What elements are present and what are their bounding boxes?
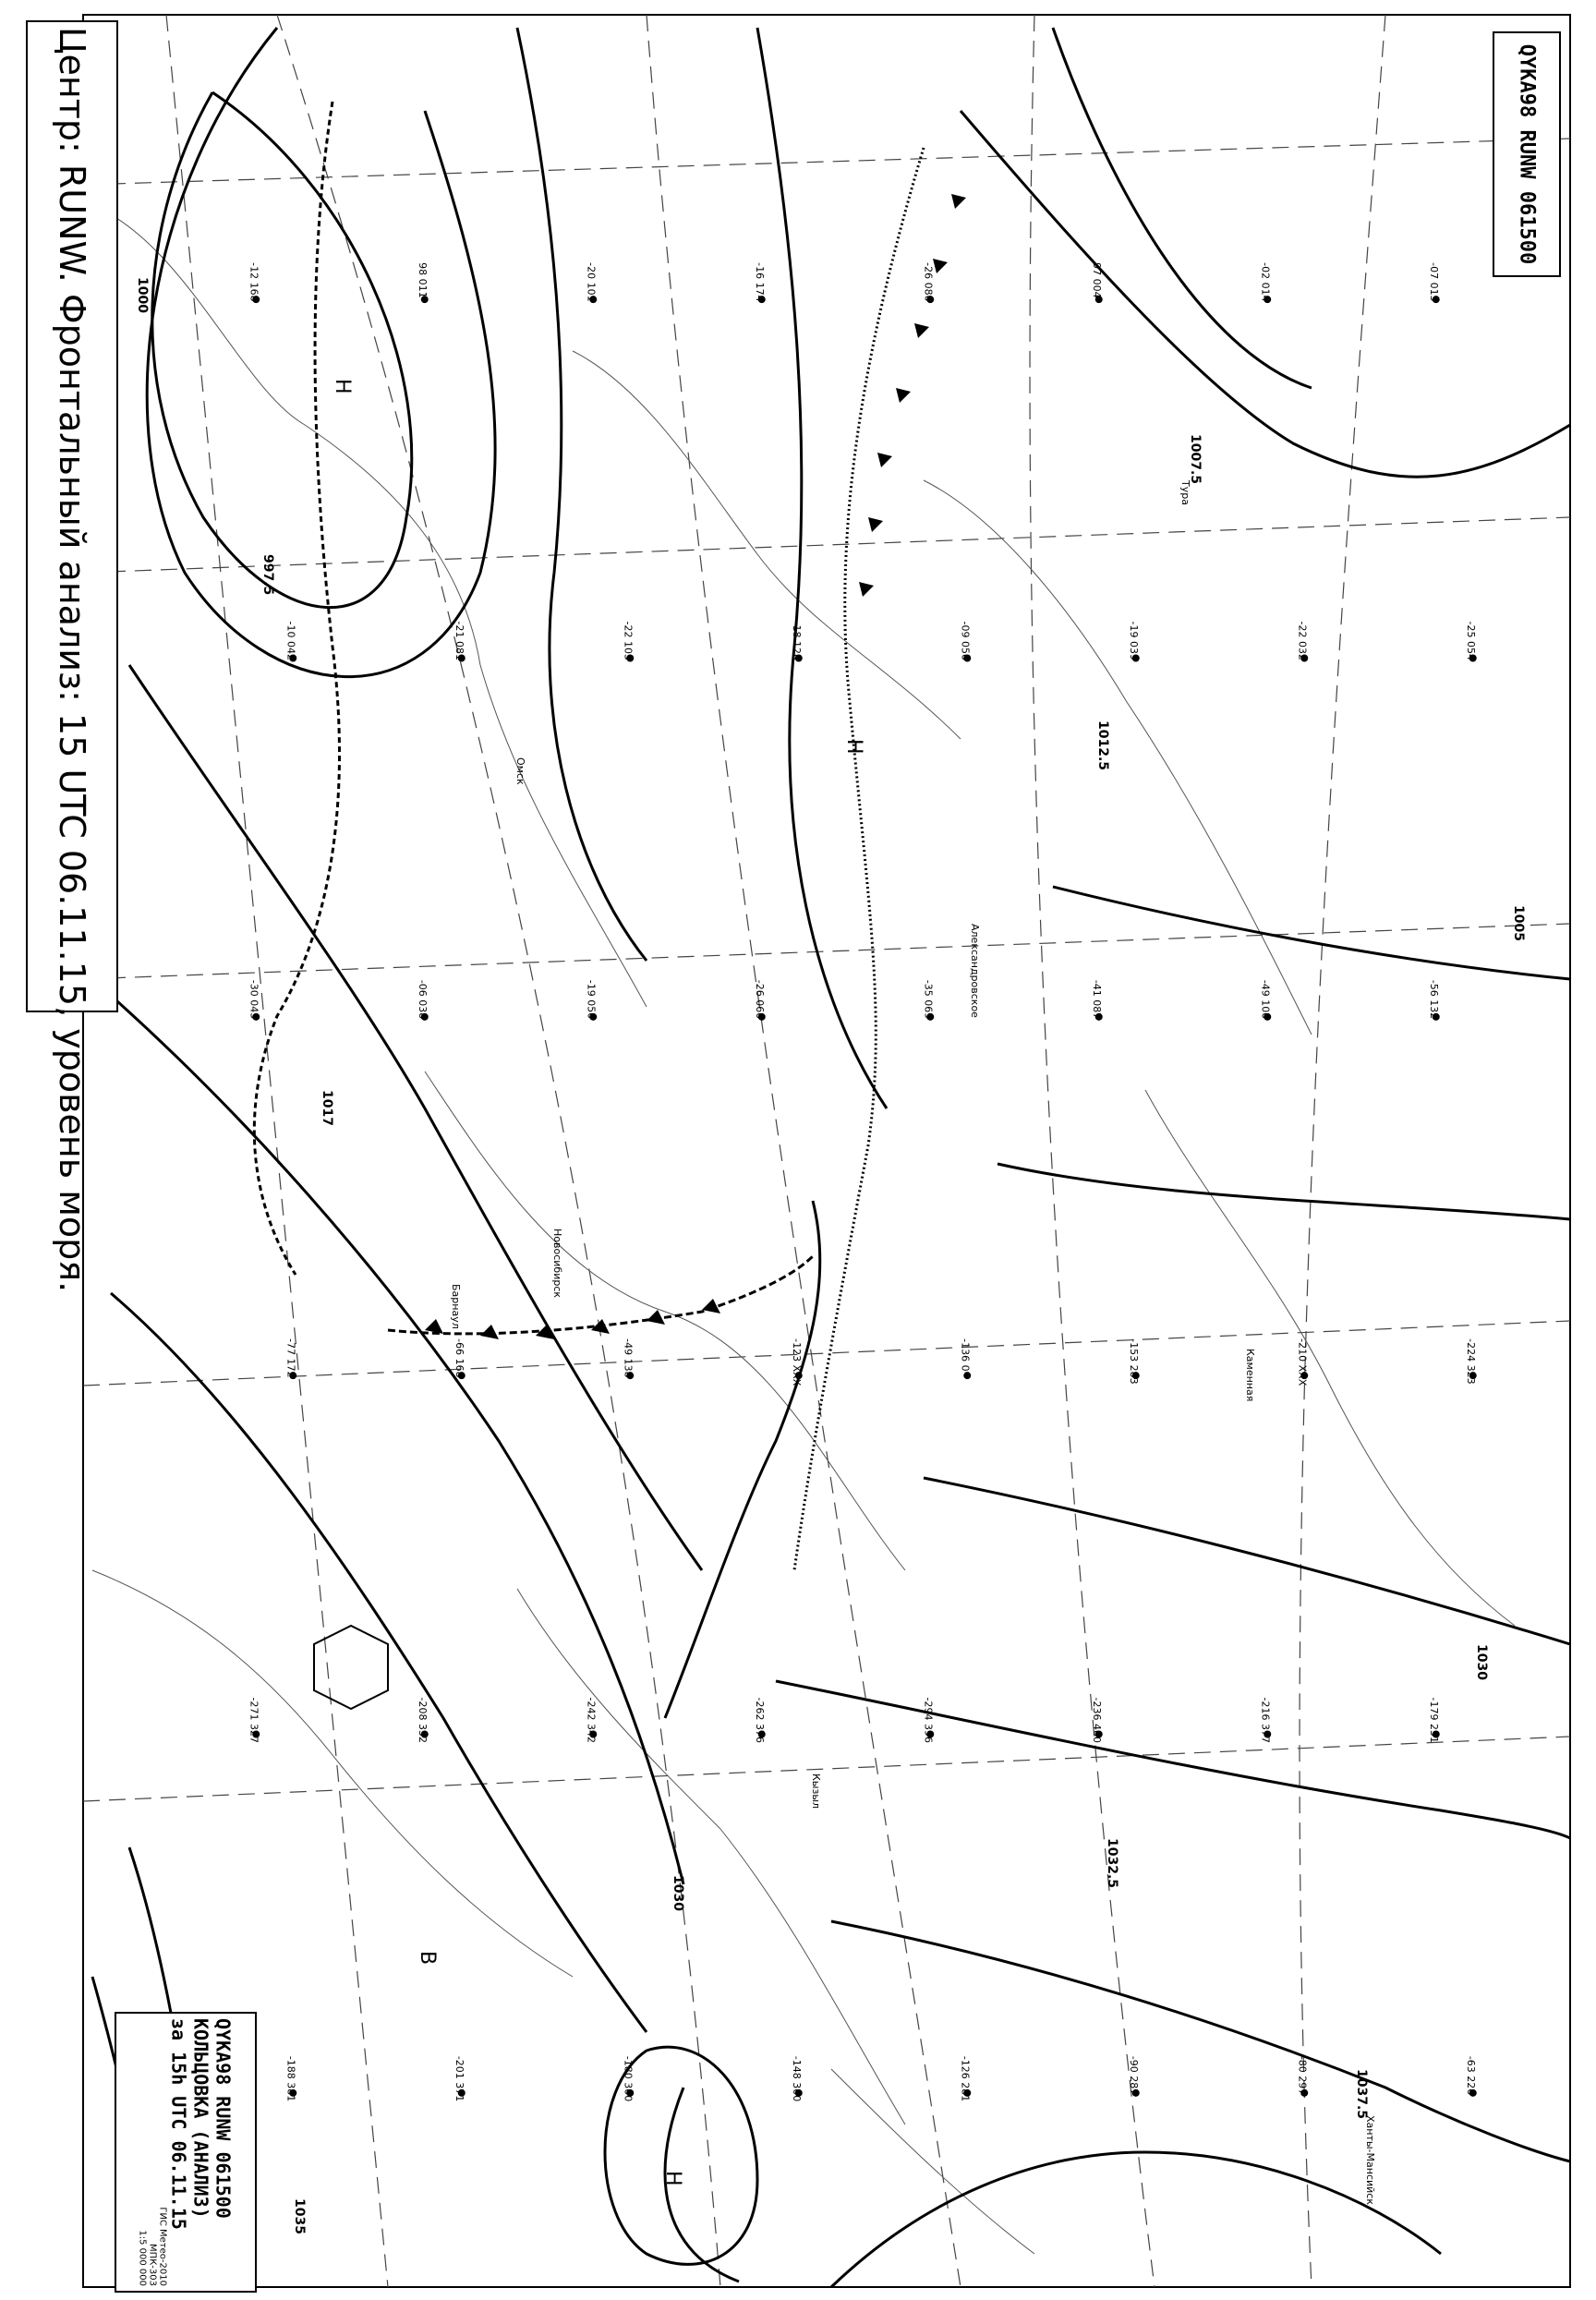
station-names [450, 479, 1376, 2205]
station-plot [453, 2056, 466, 2101]
station-plot [622, 622, 634, 662]
low-center: Н [331, 379, 354, 394]
station-value: -22 032 [1296, 621, 1309, 660]
station-value: -22 103 [622, 621, 635, 660]
station-plot [754, 980, 766, 1021]
station-value: -63 226 [1464, 2055, 1477, 2096]
legend-footer-scale: 1:5 000 000 [137, 2230, 148, 2286]
station-plot [284, 2056, 296, 2101]
station-dot [963, 1372, 971, 1379]
station-value: -271 327 [248, 1697, 260, 1743]
station-plot [791, 2056, 803, 2101]
station-plot [791, 1338, 803, 1386]
low-center: Н [661, 2171, 684, 2186]
station-value: -236 400 [1090, 1697, 1103, 1743]
pressure-centers [331, 379, 865, 2186]
station-plot [1091, 980, 1103, 1021]
station-value: -26 060 [753, 979, 766, 1020]
station-plot [1428, 1698, 1440, 1743]
legend-box [115, 2012, 257, 2293]
station-value: -21 081 [453, 621, 466, 660]
station-value: -25 054 [1464, 621, 1477, 660]
station-value: -12 168 [248, 262, 260, 302]
station-plot [1091, 1698, 1103, 1743]
isobar-label-1000: 1000 [135, 277, 150, 313]
bulletin-code-box [1493, 31, 1561, 277]
station-value: -77 172 [284, 1338, 297, 1378]
station-plot [1465, 2056, 1477, 2097]
station-plot [248, 1698, 260, 1743]
station-plot [622, 1338, 634, 1379]
station-value: -136 0 [959, 1338, 972, 1372]
station-plot [1296, 2056, 1308, 2097]
station-value: -10 042 [284, 621, 297, 660]
station-value: -07 015 [1427, 262, 1440, 302]
station-plot [1428, 262, 1440, 303]
station-plot [959, 2056, 971, 2101]
station-plot [417, 1698, 429, 1743]
station-value: -201 371 [453, 2055, 466, 2102]
station-plot [959, 622, 971, 662]
station-name: Новосибирск [551, 1229, 563, 1299]
station-plot [922, 262, 934, 303]
station-plot [585, 980, 597, 1021]
station-plot [1259, 262, 1271, 303]
station-value: -49 100 [1259, 979, 1272, 1020]
station-plot [284, 622, 296, 662]
station-value: -180 300 [622, 2055, 635, 2102]
station-value: -02 014 [1259, 262, 1272, 302]
isobar-label-1032-5: 1032.5 [1105, 1838, 1119, 1889]
station-value: -126 281 [959, 2055, 972, 2102]
station-value: -30 043 [248, 979, 260, 1020]
station-plot [622, 2056, 634, 2101]
station-plot [1259, 1698, 1271, 1743]
station-plot [754, 262, 766, 303]
station-plot [417, 980, 429, 1021]
station-plot [585, 262, 597, 303]
station-value: -148 300 [790, 2055, 803, 2102]
station-value: -90 287 [1127, 2055, 1140, 2096]
station-value: -41 087 [1090, 979, 1103, 1020]
station-value: -179 251 [1427, 1697, 1440, 1743]
station-value: -56 132 [1427, 979, 1440, 1020]
isobar-label-1035: 1035 [292, 2198, 307, 2234]
station-value: -26 080 [922, 262, 935, 302]
station-plot [922, 1698, 934, 1743]
station-name: Каменная [1244, 1349, 1256, 1402]
station-plot [1296, 1338, 1308, 1386]
station-plot [585, 1698, 597, 1743]
high-center: В [416, 1951, 439, 1966]
station-plot [959, 1338, 971, 1379]
station-value: -80 297 [1296, 2055, 1309, 2096]
map-title-box [26, 20, 118, 1293]
station-plot [453, 1338, 466, 1379]
bulletin-code: QYKA98 RUNW 061500 [1515, 43, 1539, 265]
station-plot [248, 980, 260, 1021]
coordinate-grid [83, 15, 1570, 2287]
station-plot [248, 262, 260, 303]
station-value: -224 323 [1464, 1338, 1477, 1385]
isobar-labels [135, 277, 1526, 2234]
station-value: -19 050 [585, 979, 598, 1020]
station-plot [1128, 2056, 1140, 2097]
isobar-label-1005: 1005 [1511, 905, 1526, 941]
legend-footer-software: ГИС Метео-2010 [157, 2207, 168, 2286]
station-plot [1428, 980, 1440, 1021]
station-value: -20 101 [585, 262, 598, 302]
legend-station: КОЛЬЦОВКА (АНАЛИЗ) [189, 2018, 212, 2219]
isobar-label-1030: 1030 [671, 1875, 685, 1911]
station-plot [922, 980, 934, 1021]
station-plot [754, 1698, 766, 1743]
station-value: -18 128 [790, 621, 803, 660]
station-value: 97 004 [1090, 262, 1103, 298]
station-value: -216 377 [1259, 1697, 1272, 1743]
station-plot [417, 262, 429, 303]
legend-time: за 15h UTC 06.11.15 [167, 2018, 190, 2230]
isobar-label-1030b: 1030 [1474, 1644, 1489, 1680]
station-value: -16 174 [753, 262, 766, 302]
station-plot [1296, 622, 1308, 662]
station-plot [791, 622, 803, 662]
station-name: Барнаул [450, 1284, 462, 1329]
fronts [254, 102, 924, 1718]
station-name: Александровское [969, 924, 981, 1018]
station-value: -294 396 [922, 1697, 935, 1743]
station-plot [453, 622, 466, 662]
station-value: -123 XXX [790, 1338, 803, 1386]
station-plot [1128, 622, 1140, 662]
low-center: Н [842, 739, 865, 755]
station-name: Ханты-Мансийск [1364, 2115, 1376, 2205]
station-value: -35 069 [922, 979, 935, 1020]
map-title: Центр: RUNW. Фронтальный анализ: 15 UTC 06.11.15, уровень моря. [52, 27, 92, 1293]
station-plot [1259, 980, 1271, 1021]
station-value: -242 342 [585, 1697, 598, 1743]
isobars [92, 28, 1570, 2287]
station-plot [1091, 262, 1103, 303]
station-value: -66 168 [453, 1338, 466, 1378]
station-value: -188 381 [284, 2055, 297, 2102]
station-value: -06 038 [416, 979, 429, 1020]
map-border [83, 15, 1570, 2287]
station-plot [1128, 1338, 1140, 1384]
station-plot [1465, 1338, 1477, 1384]
station-plot [284, 1338, 296, 1379]
isobar-label-1012-5: 1012.5 [1095, 720, 1110, 771]
isobar-label-1007-5: 1007.5 [1188, 434, 1203, 485]
station-value: -262 376 [753, 1697, 766, 1743]
station-value: -49 138 [622, 1338, 635, 1378]
station-value: -09 056 [959, 621, 972, 660]
station-value: -210 XXX [1296, 1338, 1309, 1386]
front-symbols [425, 194, 966, 1339]
isobar-label-997-5: 997.5 [260, 554, 275, 596]
station-value: -19 039 [1127, 621, 1140, 660]
station-value: 98 011 [416, 262, 429, 298]
isobar-label-1037-5: 1037.5 [1354, 2069, 1369, 2120]
legend-code: QYKA98 RUNW 061500 [212, 2018, 235, 2219]
isobar-label-1017: 1017 [320, 1090, 334, 1126]
station-name: Тура [1179, 480, 1191, 505]
station-value: -208 332 [416, 1697, 429, 1743]
station-name: Омск [514, 757, 526, 785]
station-plot [1465, 622, 1477, 662]
legend-footer-projection: МПК-303 [147, 2244, 158, 2286]
station-value: -153 283 [1127, 1338, 1140, 1385]
station-name: Кызыл [810, 1773, 822, 1810]
